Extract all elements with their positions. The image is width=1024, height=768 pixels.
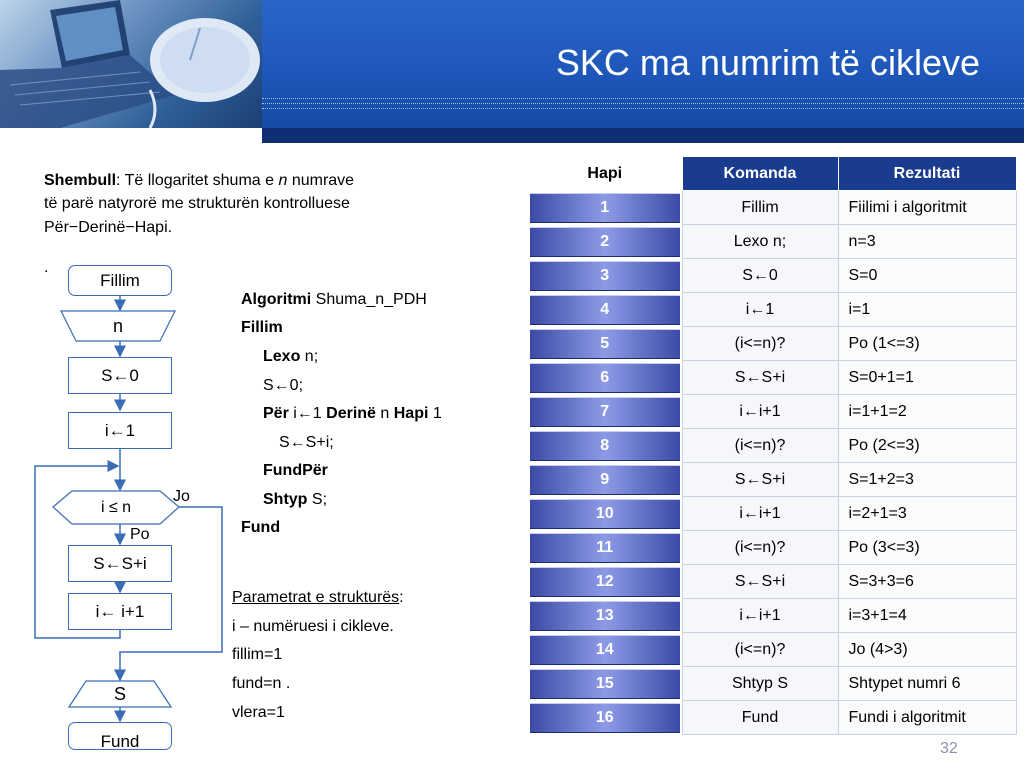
result-cell: Jo (4>3) xyxy=(838,633,1016,667)
table-row xyxy=(528,531,1016,565)
step-cell xyxy=(528,395,682,429)
example-n: n xyxy=(278,172,288,189)
flowchart-s-init: S←0 xyxy=(68,357,172,394)
example-text: : Të llogaritet shuma e xyxy=(116,172,279,189)
command-cell: i←i+1 xyxy=(682,497,838,531)
step-number: 3 xyxy=(530,261,680,291)
params-line-3: fund=n . xyxy=(232,675,291,692)
flowchart-end: Fund xyxy=(68,722,172,750)
command-cell: i←i+1 xyxy=(682,395,838,429)
step-number: 9 xyxy=(530,465,680,495)
table-row xyxy=(528,395,1016,429)
command-cell: Fund xyxy=(682,701,838,735)
table-row xyxy=(528,497,1016,531)
page-number: 32 xyxy=(940,740,958,757)
algo-keyword: FundPër xyxy=(263,462,328,479)
command-cell: S←S+i xyxy=(682,565,838,599)
algo-line-6: S←S+i; xyxy=(279,434,334,451)
step-number: 11 xyxy=(530,533,680,563)
table-row xyxy=(528,191,1016,225)
algo-keyword: Algoritmi xyxy=(241,291,312,308)
table-row xyxy=(528,463,1016,497)
step-cell xyxy=(528,191,682,225)
flowchart-i-init: i←1 xyxy=(68,412,172,449)
result-cell: Fundi i algoritmit xyxy=(838,701,1016,735)
result-cell: S=1+2=3 xyxy=(838,463,1016,497)
algo-line-4: S←0; xyxy=(263,377,304,394)
step-cell xyxy=(528,497,682,531)
algo-text: n; xyxy=(300,348,319,365)
example-label: Shembull xyxy=(44,172,117,189)
flowchart-input: n xyxy=(112,316,123,336)
result-cell: S=3+3=6 xyxy=(838,565,1016,599)
header-hapi: Hapi xyxy=(528,157,682,191)
command-cell: (i<=n)? xyxy=(682,429,838,463)
table-row xyxy=(528,225,1016,259)
table-row xyxy=(528,293,1016,327)
step-cell xyxy=(528,701,682,735)
table-row xyxy=(528,429,1016,463)
algo-line-2 xyxy=(241,318,283,338)
command-cell: Lexo n; xyxy=(682,225,838,259)
algo-line-7 xyxy=(263,461,328,481)
step-cell xyxy=(528,429,682,463)
params-heading xyxy=(232,588,404,608)
result-cell: i=3+1=4 xyxy=(838,599,1016,633)
step-number: 2 xyxy=(530,227,680,257)
step-number: 8 xyxy=(530,431,680,461)
algo-text: S; xyxy=(307,491,328,508)
params-line-4: vlera=1 xyxy=(232,704,285,721)
table-row xyxy=(528,599,1016,633)
step-number: 14 xyxy=(530,635,680,665)
algo-keyword: Derinë xyxy=(326,405,376,422)
algo-keyword: Lexo xyxy=(263,348,301,365)
result-cell: Po (3<=3) xyxy=(838,531,1016,565)
example-text: numrave xyxy=(287,172,355,189)
step-cell xyxy=(528,599,682,633)
step-cell xyxy=(528,565,682,599)
step-number: 10 xyxy=(530,499,680,529)
algo-keyword: Hapi xyxy=(393,405,429,422)
step-cell xyxy=(528,531,682,565)
example-line-2: të parë natyrorë me strukturën kontrolluese xyxy=(44,195,350,212)
header-dotted-line xyxy=(262,103,1024,104)
steps-table xyxy=(528,156,1017,735)
step-number: 6 xyxy=(530,363,680,393)
algo-keyword: Shtyp xyxy=(263,491,308,508)
command-cell: Fillim xyxy=(682,191,838,225)
flowchart-s-update: S←S+i xyxy=(68,545,172,582)
command-cell: S←S+i xyxy=(682,463,838,497)
algo-text: Shuma_n_PDH xyxy=(311,291,427,308)
flowchart-output: S xyxy=(113,684,126,704)
header-rezultati: Rezultati xyxy=(838,157,1016,191)
algo-line-5 xyxy=(263,404,442,424)
result-cell: n=3 xyxy=(838,225,1016,259)
step-cell xyxy=(528,259,682,293)
params-line-1: i – numëruesi i cikleve. xyxy=(232,618,394,635)
table-row xyxy=(528,633,1016,667)
command-cell: i←1 xyxy=(682,293,838,327)
command-cell: S←S+i xyxy=(682,361,838,395)
algo-text: 1 xyxy=(428,405,442,422)
header-komanda: Komanda xyxy=(682,157,838,191)
result-cell: Fiilimi i algoritmit xyxy=(838,191,1016,225)
command-cell: Shtyp S xyxy=(682,667,838,701)
result-cell: S=0 xyxy=(838,259,1016,293)
result-cell: i=2+1=3 xyxy=(838,497,1016,531)
flowchart-start: Fillim xyxy=(68,265,172,296)
command-cell: (i<=n)? xyxy=(682,327,838,361)
step-cell xyxy=(528,327,682,361)
step-cell xyxy=(528,361,682,395)
command-cell: (i<=n)? xyxy=(682,531,838,565)
example-line-3: Për−Derinë−Hapi. xyxy=(44,219,173,236)
table-row xyxy=(528,259,1016,293)
table-header-row xyxy=(528,157,1016,191)
flowchart-no-label: Jo xyxy=(173,488,190,505)
step-number: 4 xyxy=(530,295,680,325)
result-cell: S=0+1=1 xyxy=(838,361,1016,395)
algo-keyword: Për xyxy=(263,405,289,422)
header-dark-bar xyxy=(262,128,1024,143)
result-cell: i=1 xyxy=(838,293,1016,327)
step-number: 5 xyxy=(530,329,680,359)
table-row xyxy=(528,327,1016,361)
algo-text: i←1 xyxy=(288,405,327,422)
algo-text: n xyxy=(375,405,394,422)
algo-keyword: Fillim xyxy=(241,319,283,336)
header-dotted-line xyxy=(262,108,1024,109)
step-number: 1 xyxy=(530,193,680,223)
table-row xyxy=(528,361,1016,395)
command-cell: (i<=n)? xyxy=(682,633,838,667)
result-cell: Po (2<=3) xyxy=(838,429,1016,463)
step-number: 12 xyxy=(530,567,680,597)
step-cell xyxy=(528,225,682,259)
flowchart-yes-label: Po xyxy=(130,526,150,543)
params-line-2: fillim=1 xyxy=(232,646,283,663)
step-cell xyxy=(528,667,682,701)
algo-line-8 xyxy=(263,490,327,510)
params-heading-text: Parametrat e strukturës xyxy=(232,589,400,606)
flowchart-condition: i ≤ n xyxy=(100,499,132,516)
params-colon: : xyxy=(399,589,404,606)
algo-line-9 xyxy=(241,518,280,538)
step-cell xyxy=(528,633,682,667)
result-cell: Po (1<=3) xyxy=(838,327,1016,361)
command-cell: S←0 xyxy=(682,259,838,293)
example-dot: . xyxy=(44,259,49,276)
flowchart-i-update: i← i+1 xyxy=(68,593,172,630)
algo-keyword: Fund xyxy=(241,519,281,536)
table-row xyxy=(528,565,1016,599)
table-row xyxy=(528,701,1016,735)
result-cell: i=1+1=2 xyxy=(838,395,1016,429)
result-cell: Shtypet numri 6 xyxy=(838,667,1016,701)
algo-line-3 xyxy=(263,347,318,367)
step-number: 15 xyxy=(530,669,680,699)
step-number: 16 xyxy=(530,703,680,733)
step-cell xyxy=(528,293,682,327)
step-cell xyxy=(528,463,682,497)
slide-title: SKC ma numrim të cikleve xyxy=(555,42,980,83)
header-dotted-line xyxy=(262,98,1024,99)
algo-line-1 xyxy=(241,290,427,310)
step-number: 13 xyxy=(530,601,680,631)
command-cell: i←i+1 xyxy=(682,599,838,633)
step-number: 7 xyxy=(530,397,680,427)
table-row xyxy=(528,667,1016,701)
